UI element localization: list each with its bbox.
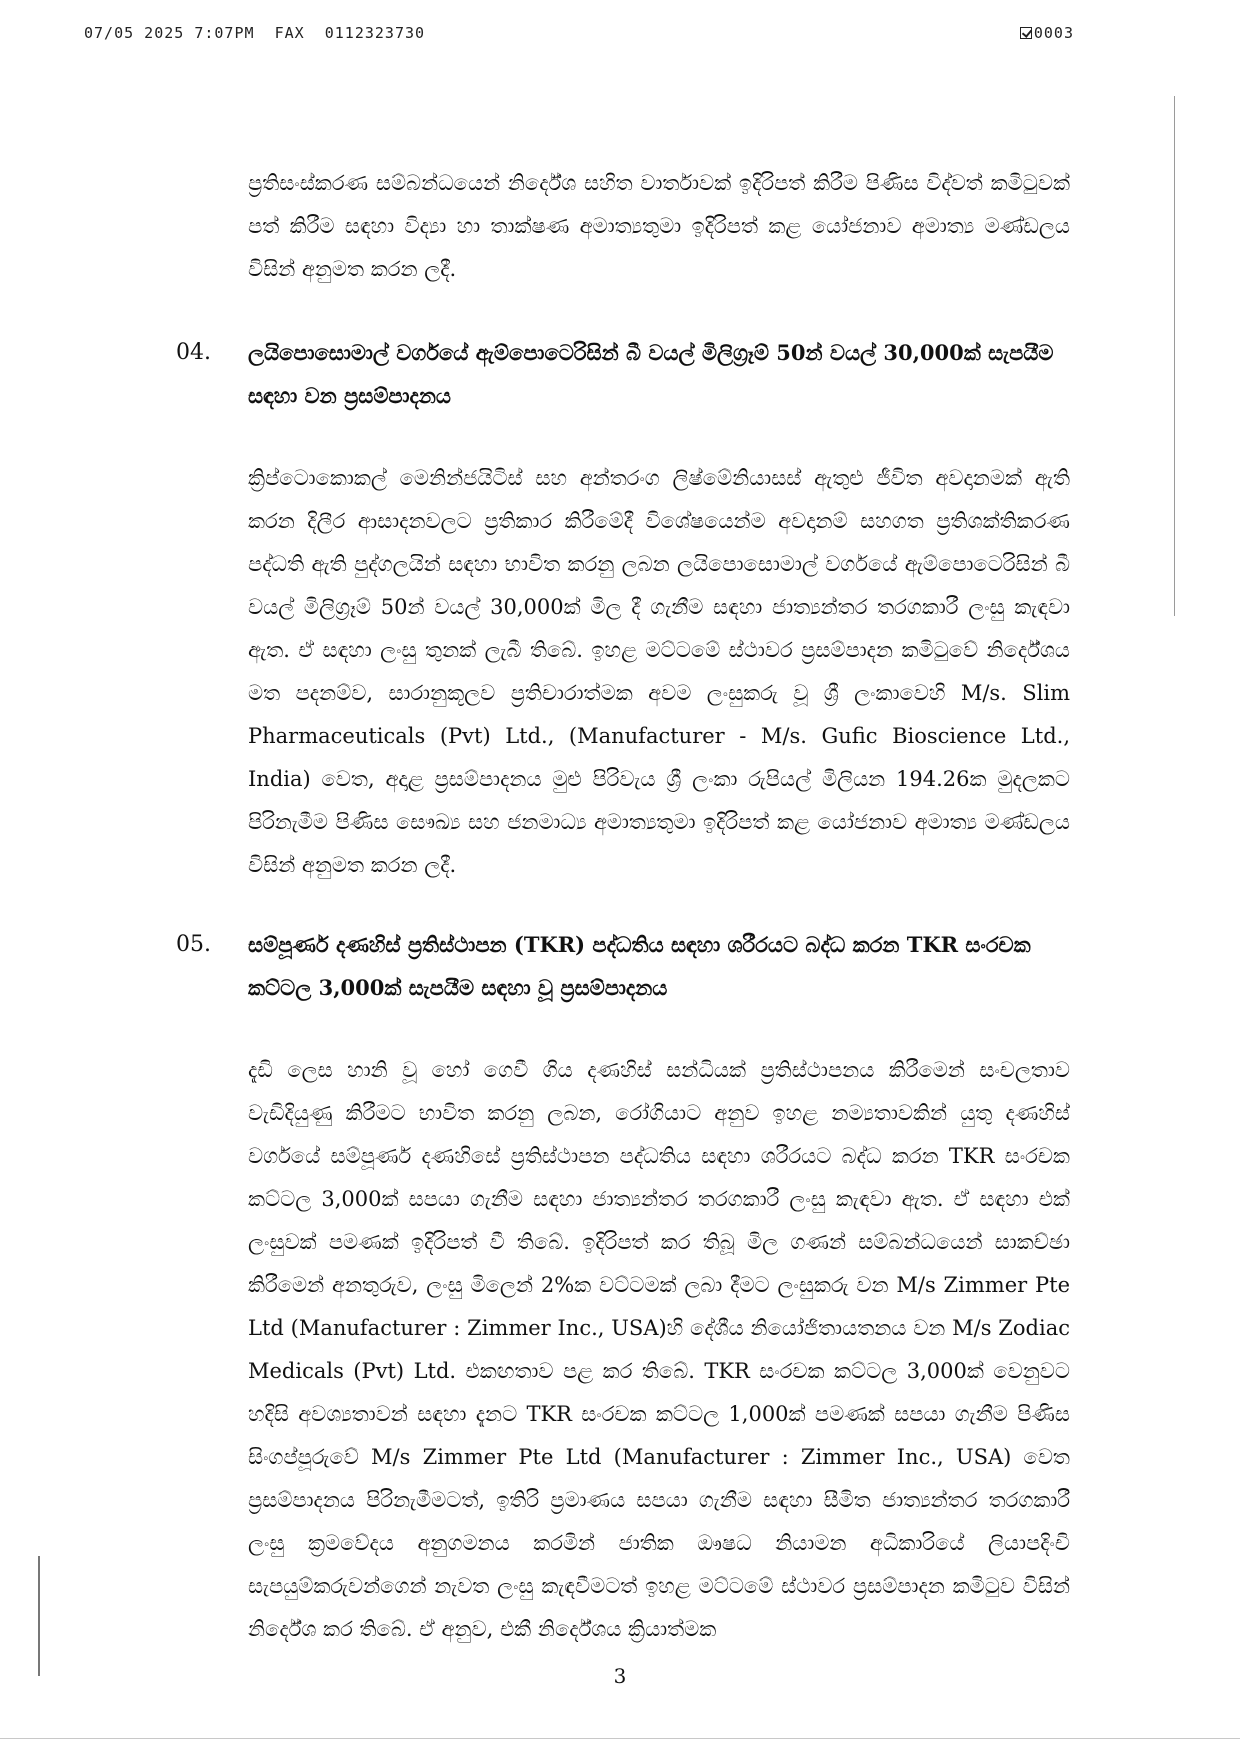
- scan-artifact-bottom: [0, 1738, 1240, 1739]
- fax-page-code: [1020, 24, 1074, 42]
- spacer: [248, 291, 1070, 331]
- document-body: [176, 162, 1070, 1651]
- checkbox-icon: [1020, 27, 1032, 39]
- spacer: [248, 1009, 1070, 1049]
- section-body: ක්‍රිප්ටොකොකල් මෙනින්ජයිටිස් සහ අන්තරංග ලිෂ්මේනියාසස් ඇතුළු ජීවිත අවදානමක් ඇති කරන දිලීර ආසාදනවලට ප්‍රතිකාර කිරීමේදී විශේෂයෙන්ම අවදානම් සහගත ප්‍රතිශක්තිකරණ පද්ධති ඇති පුද්ගලයින් සඳහා භාවිත කරනු ලබන ලයිපොසොමාල් වර්ගයේ ඇම්පොටෙරිසින් බී වයල් මිලිග්‍රෑම් 50න් වයල් 30,000ක් මිල දී ගැනීම සඳහා ජාත්‍යන්තර තරගකාරී ලංසු කැඳවා ඇත. ඒ සඳහා ලංසු තුනක් ලැබී තිබේ. ඉහළ මට්ටමේ ස්ථාවර ප්‍රසම්පාදන කමිටුවේ නිර්දේශය මත පදනම්ව, සාරානුකූලව ප්‍රතිචාරාත්මක අවම ලංසුකරු වූ ශ්‍රී ලංකාවෙහි M/s. Slim Pharmaceuticals (Pvt) Ltd., (Manufacturer - M/s. Gufic Bioscience Ltd., India) වෙත, අදාළ ප්‍රසම්පාදනය මුළු පිරිවැය ශ්‍රී ලංකා රුපියල් මිලියන 194.26ක මුදලකට පිරිනැමීම පිණිස සෞඛ්‍ය සහ ජනමාධ්‍ය අමාත්‍යතුමා ඉදිරිපත් කළ යෝජනාව අමාත්‍ය මණ්ඩලය විසින් අනුමත කරන ලදී.: [248, 466, 1070, 877]
- fax-header-left: [84, 24, 425, 42]
- fax-label: FAX: [274, 24, 305, 42]
- fax-header: [84, 24, 1074, 46]
- fax-number: 0112323730: [324, 24, 426, 42]
- page-number: 3: [613, 1664, 627, 1688]
- spacer: [248, 417, 1070, 457]
- scan-artifact-right: [1174, 96, 1175, 616]
- spacer: [248, 887, 1070, 923]
- fax-date: 07/05 2025: [84, 24, 185, 42]
- fax-time: 7:07PM: [194, 24, 255, 42]
- scan-artifact-left: [38, 1556, 40, 1676]
- fax-page-code-text: 0003: [1033, 24, 1074, 42]
- section-body: දැඩි ලෙස හානි වූ හෝ ගෙවී ගිය දණහිස් සන්ධියක් ප්‍රතිස්ථාපනය කිරීමෙන් සංචලතාව වැඩිදියුණු කිරීමට භාවිත කරනු ලබන, රෝගියාට අනුව ඉහළ නම්‍යතාවකින් යුතු දණහිස් වර්ගයේ සම්පූර්ණ දණහිසේ ප්‍රතිස්ථාපන පද්ධතිය සඳහා ශරීරයට බද්ධ කරන TKR සංරචක කට්ටල 3,000ක් සපයා ගැනීම සඳහා ජාත්‍යන්තර තරගකාරී ලංසු කැඳවා ඇත. ඒ සඳහා එක් ලංසුවක් පමණක් ඉදිරිපත් වී තිබේ. ඉදිරිපත් කර තිබූ මිල ගණන් සම්බන්ධයෙන් සාකච්ඡා කිරීමෙන් අනතුරුව, ලංසු මිලෙන් 2%ක වට්ටමක් ලබා දීමට ලංසුකරු වන M/s Zimmer Pte Ltd (Manufacturer : Zimmer Inc., USA)හි දේශීය නියෝජිතායතනය වන M/s Zodiac Medicals (Pvt) Ltd. එකඟතාව පළ කර තිබේ. TKR සංරචක කට්ටල 3,000ක් වෙනුවට හදිසි අවශ්‍යතාවන් සඳහා දැනට TKR සංරචක කට්ටල 1,000ක් පමණක් සපයා ගැනීම පිණිස සිංගප්පූරුවේ M/s Zimmer Pte Ltd (Manufacturer : Zimmer Inc., USA) වෙත ප්‍රසම්පාදනය පිරිනැමීමටත්, ඉතිරි ප්‍රමාණය සපයා ගැනීම සඳහා සීමිත ජාත්‍යන්තර තරගකාරී ලංසු ක්‍රමවේදය අනුගමනය කරමින් ජාතික ඖෂධ නියාමන අධිකාරියේ ලියාපදිංචි සැපයුම්කරුවන්ගෙන් නැවත ලංසු කැඳවීමටත් ඉහළ මට්ටමේ ස්ථාවර ප්‍රසම්පාදන කමිටුව විසින් නිර්දේශ කර තිබේ. ඒ අනුව, එකී නිර්දේශය ක්‍රියාත්මක: [248, 1058, 1070, 1641]
- section-title: ලයිපොසොමාල් වර්ගයේ ඇම්පොටෙරිසින් බී වයල් මිලිග්‍රෑම් 50න් වයල් 30,000ක් සැපයීම සඳහා වන ප්‍රසම්පාදනය: [248, 340, 1054, 408]
- intro-paragraph: ප්‍රතිසංස්කරණ සම්බන්ධයෙන් නිර්දේශ සහිත වාර්තාවක් ඉදිරිපත් කිරීම පිණිස විද්වත් කමිටුවක් පත් කිරීම සඳහා විද්‍යා හා තාක්ෂණ අමාත්‍යතුමා ඉදිරිපත් කළ යෝජනාව අමාත්‍ය මණ්ඩලය විසින් අනුමත කරන ලදී.: [248, 171, 1070, 281]
- section-05: [176, 923, 1070, 1651]
- section-04: [176, 331, 1070, 887]
- section-number: 05.: [176, 932, 211, 957]
- section-title: සම්පූර්ණ දණහිස් ප්‍රතිස්ථාපන (TKR) පද්ධතිය සඳහා ශරීරයට බද්ධ කරන TKR සංරචක කට්ටල 3,000ක් සැපයීම සඳහා වූ ප්‍රසම්පාදනය: [248, 932, 1031, 1000]
- section-number: 04.: [176, 340, 211, 365]
